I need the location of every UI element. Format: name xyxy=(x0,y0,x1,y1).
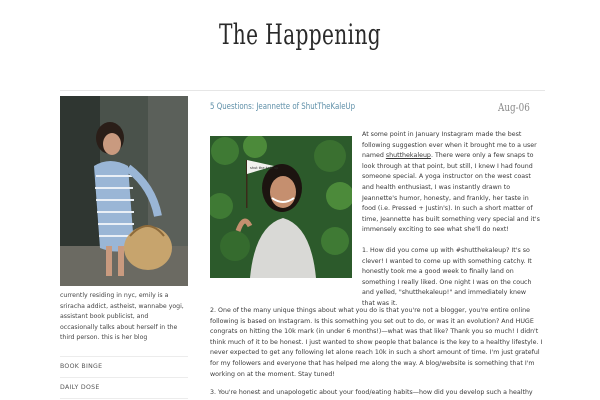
sidebar-nav-book-binge[interactable]: BOOK BINGE xyxy=(60,356,188,378)
post-photo-illustration xyxy=(210,136,352,278)
post-date: Aug-06 xyxy=(498,101,530,114)
sidebar xyxy=(60,96,188,399)
site-title[interactable]: The Happening xyxy=(218,18,382,51)
sidebar-bio: currently residing in nyc, emily is a sriracha addict, astheist, wannabe yogi, assistant book publicist, and occasionally talks about herself in the third person. this is her blog xyxy=(60,292,184,342)
profile-photo-illustration xyxy=(60,96,188,286)
header-divider xyxy=(60,90,545,91)
photo-sign-text: shut the kale up xyxy=(250,166,279,170)
post-paragraph-intro: At some point in January Instagram made the best following suggestion ever when it brought me to a user named shutthekaleup. There were only a few snaps to look through at that point, but still, I knew I had found someone special. A yoga instructor on the west coast and health enthusiast, I was instantly drawn to Jeannette's humor, honesty, and frankly, her taste in food (i.e. Pressed + Justin's). In such a short matter of time, Jeannette has built something very special and it's immensely exciting to see what she'll do next! xyxy=(362,131,540,234)
sidebar-nav xyxy=(60,356,188,399)
instagram-user-link[interactable]: shutthekaleup xyxy=(385,152,431,160)
sidebar-profile-photo xyxy=(60,96,188,286)
post-photo xyxy=(210,136,352,278)
post-title-link[interactable]: 5 Questions: Jeannette of ShutTheKaleUp xyxy=(210,102,356,112)
post-paragraph-q1: 1. How did you come up with #shutthekaleup? It's so clever! I wanted to come up with something catchy. It honestly took me a good week to finally land on something I really liked. One night I was on the couch and yelled, "shutthekaleup!" and immediately knew that was it. xyxy=(362,247,532,307)
post-paragraph-q2: 2. One of the many unique things about what you do is that you're not a blogger, you're entire online following is based on Instagram. Is this something you set out to do, or was it an evolution? And HUGE congrats on hitting the 10k mark (in under 6 months!)—what was that like? Thank you so much! I didn't think much of it to be honest. I just wanted to show people that balance is the key to a healthy lifestyle. I never expected to get any following let alone reach 10k in such a short amount of time. I'm just grateful for my followers and everyone that has helped me along the way. A blog/website is something that I'm working on at the moment. Stay tuned! xyxy=(210,307,543,378)
post-paragraph-q3: 3. You're honest and unapologetic about your food/eating habits—how did you develop such a healthy xyxy=(210,389,533,396)
sidebar-nav-daily-dose[interactable]: DAILY DOSE xyxy=(60,378,188,399)
